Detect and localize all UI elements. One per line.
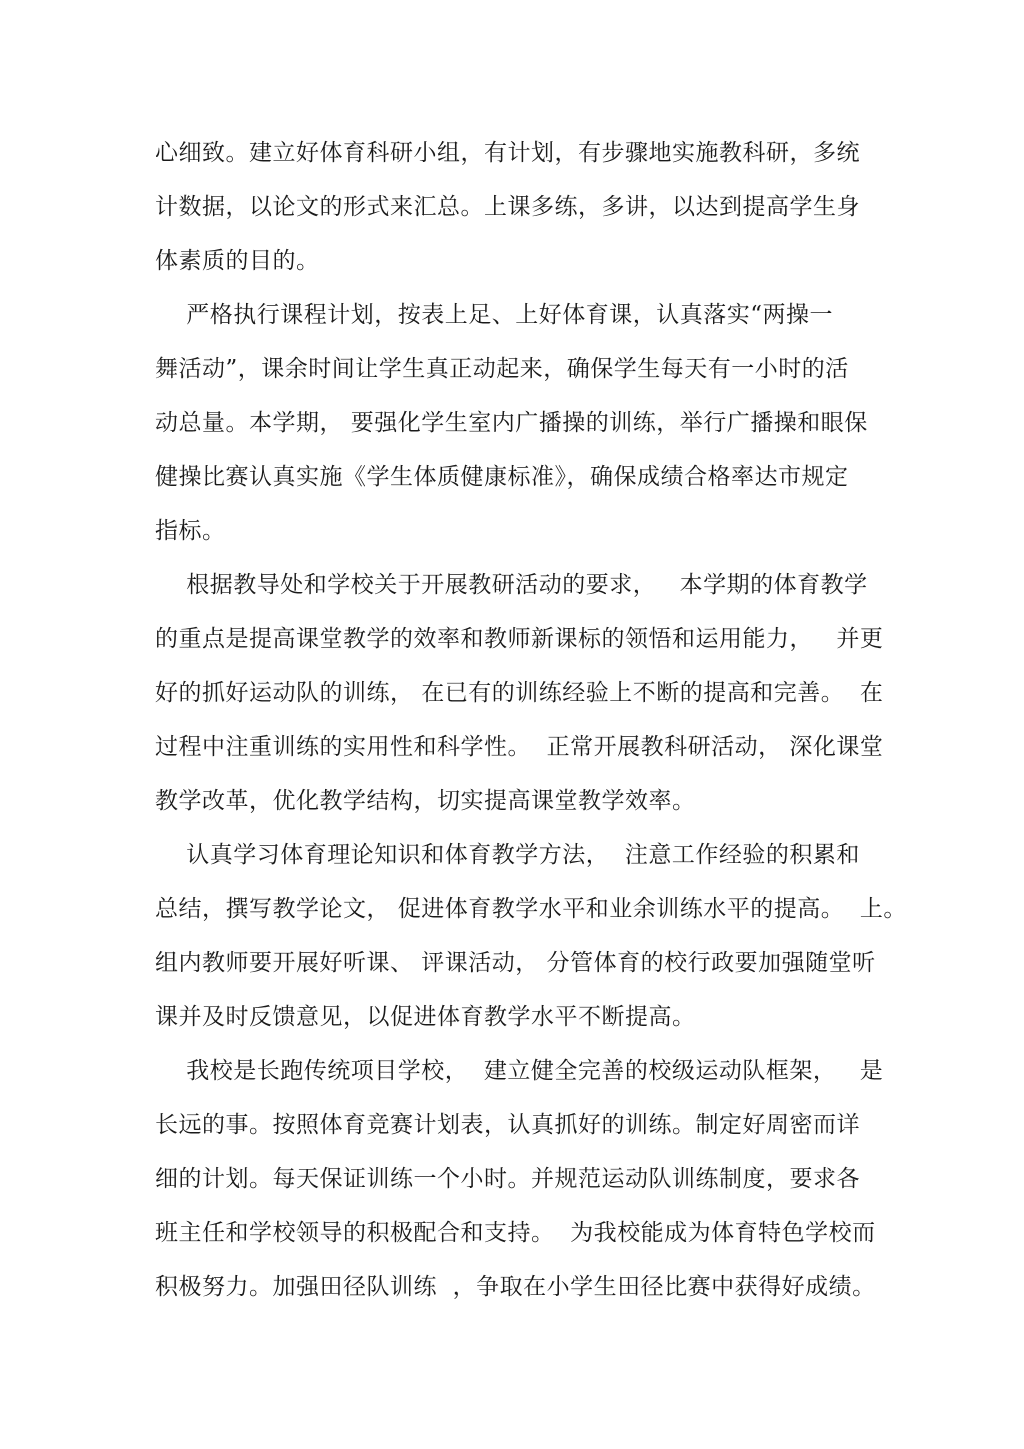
text-line: 计数据，以论文的形式来汇总。上课多练，多讲，以达到提高学生身 bbox=[155, 194, 860, 220]
text-line: 舞活动”，课余时间让学生真正动起来，确保学生每天有一小时的活 bbox=[155, 356, 849, 382]
text-line: 教学改革，优化教学结构，切实提高课堂教学效率。 bbox=[155, 788, 696, 814]
text-line: 严格执行课程计划，按表上足、上好体育课，认真落实“两操一 bbox=[155, 302, 834, 328]
text-line: 组内教师要开展好听课、 评课活动， 分管体育的校行政要加强随堂听 bbox=[155, 950, 876, 976]
text-line: 健操比赛认真实施《学生体质健康标准》，确保成绩合格率达市规定 bbox=[155, 464, 849, 490]
text-line: 好的抓好运动队的训练， 在已有的训练经验上不断的提高和完善。 在 bbox=[155, 680, 884, 706]
text-line: 细的计划。每天保证训练一个小时。并规范运动队训练制度，要求各 bbox=[155, 1166, 860, 1192]
text-line: 根据教导处和学校关于开展教研活动的要求， 本学期的体育教学 bbox=[155, 572, 868, 598]
text-line: 体素质的目的。 bbox=[155, 248, 320, 274]
text-line: 课并及时反馈意见，以促进体育教学水平不断提高。 bbox=[155, 1004, 696, 1030]
text-line: 心细致。建立好体育科研小组，有计划，有步骤地实施教科研，多统 bbox=[155, 140, 860, 166]
text-line: 长远的事。按照体育竞赛计划表，认真抓好的训练。制定好周密而详 bbox=[155, 1112, 860, 1138]
text-line: 积极努力。加强田径队训练 ，争取在小学生田径比赛中获得好成绩。 bbox=[155, 1274, 876, 1300]
text-line: 过程中注重训练的实用性和科学性。 正常开展教科研活动， 深化课堂 bbox=[155, 734, 884, 760]
text-line: 认真学习体育理论知识和体育教学方法， 注意工作经验的积累和 bbox=[155, 842, 860, 868]
text-line: 的重点是提高课堂教学的效率和教师新课标的领悟和运用能力， 并更 bbox=[155, 626, 884, 652]
text-line: 总结，撰写教学论文， 促进体育教学水平和业余训练水平的提高。 上。 bbox=[155, 896, 907, 922]
text-line: 班主任和学校领导的积极配合和支持。 为我校能成为体育特色学校而 bbox=[155, 1220, 876, 1246]
text-line: 我校是长跑传统项目学校， 建立健全完善的校级运动队框架， 是 bbox=[155, 1058, 884, 1084]
text-line: 动总量。本学期， 要强化学生室内广播操的训练，举行广播操和眼保 bbox=[155, 410, 868, 436]
text-line: 指标。 bbox=[155, 518, 226, 544]
